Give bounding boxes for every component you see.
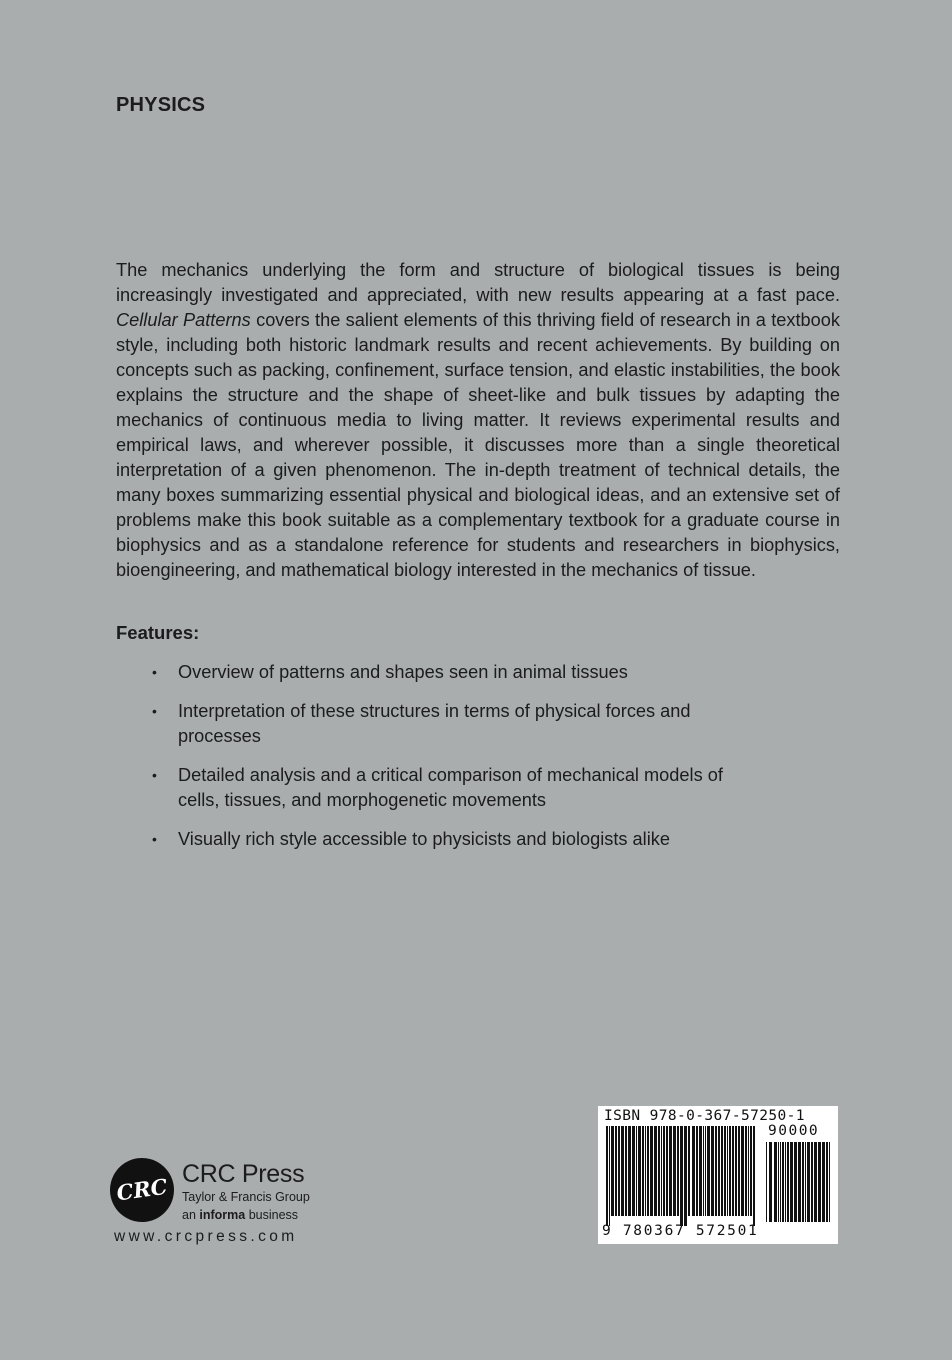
barcode-bar: [647, 1126, 649, 1216]
description-text-2: covers the salient elements of this thriving field of research in a textbook style, including both historic landmark results and recent achievements. By building on concepts such as packing, confinement, surface tension, and elastic instabilities, the book explains the structure and the shape of sheet-like and bulk tissues by adapting the mechanics of continuous media to living matter. It reviews experimental results and empirical laws, and wherever possible, it discusses more than a single theoretical interpretation of a given phenomenon. The in-depth treatment of technical details, the many boxes summarizing essential physical and biological ideas, and an extensive set of problems make this book suitable as a complementary textbook for a graduate course in biophysics and as a standalone reference for students and researchers in biophysics, bioengineering, and mathematical biology interested in the mechanics of tissue.: [116, 310, 840, 580]
barcode-bar: [829, 1142, 830, 1222]
addon-barcode-icon: [766, 1142, 832, 1226]
barcode-bar: [750, 1126, 752, 1216]
feature-item: [152, 763, 743, 813]
ean-barcode-icon: [606, 1126, 760, 1226]
barcode-bar: [673, 1126, 676, 1216]
book-title-italic: Cellular Patterns: [116, 310, 251, 330]
barcode-bar: [807, 1142, 810, 1222]
barcode-bar: [632, 1126, 635, 1216]
publisher-block: [110, 1158, 340, 1248]
barcode-bar: [805, 1142, 806, 1222]
barcode-bar: [780, 1142, 781, 1222]
barcode-bar: [822, 1142, 825, 1222]
barcode-bar: [699, 1126, 702, 1216]
barcode-bar: [606, 1126, 608, 1226]
barcode-bar: [684, 1126, 687, 1226]
isbn-barcode: [598, 1106, 838, 1244]
barcode-bar: [680, 1126, 683, 1226]
barcode-bar: [705, 1126, 706, 1216]
isbn-number: ISBN 978-0-367-57250-1: [604, 1108, 805, 1124]
feature-text: Overview of patterns and shapes seen in animal tissues: [178, 662, 628, 682]
barcode-bar: [826, 1142, 828, 1222]
barcode-bar: [658, 1126, 660, 1216]
barcode-bar: [741, 1126, 744, 1216]
description-text-1: The mechanics underlying the form and structure of biological tissues is being increasingly investigated and appreciated, with new results appearing at a fast pace.: [116, 260, 840, 305]
publisher-name: CRC Press: [182, 1160, 305, 1188]
barcode-bar: [609, 1126, 610, 1226]
barcode-bar: [787, 1142, 789, 1222]
barcode-bar: [663, 1126, 665, 1216]
barcode-bar: [818, 1142, 821, 1222]
barcode-bar: [753, 1126, 755, 1226]
barcode-bar: [650, 1126, 653, 1216]
description-paragraph: [116, 258, 840, 583]
barcode-bar: [661, 1126, 662, 1216]
barcode-bar: [724, 1126, 726, 1216]
barcode-bar: [707, 1126, 710, 1216]
bullet-icon: •: [152, 664, 157, 680]
feature-item: [152, 827, 792, 852]
barcode-bar: [769, 1142, 772, 1222]
barcode-bar: [688, 1126, 690, 1216]
barcode-bar: [611, 1126, 614, 1216]
barcode-bar: [774, 1142, 777, 1222]
publisher-tagline: [182, 1208, 298, 1222]
barcode-bar: [766, 1142, 767, 1222]
barcode-bar: [677, 1126, 679, 1216]
feature-item: [152, 699, 698, 749]
barcode-bar: [778, 1142, 779, 1222]
barcode-bar: [729, 1126, 731, 1216]
features-heading: Features:: [116, 622, 200, 643]
barcode-bar: [718, 1126, 720, 1216]
barcode-bar: [654, 1126, 657, 1216]
publisher-group: Taylor & Francis Group: [182, 1190, 310, 1204]
feature-text: Interpretation of these structures in terms of physical forces and processes: [178, 701, 691, 746]
features-list: [152, 660, 792, 866]
barcode-bar: [625, 1126, 627, 1216]
barcode-bar: [669, 1126, 672, 1216]
bullet-icon: •: [152, 831, 157, 847]
ean-number: 9 780367 572501: [602, 1223, 759, 1239]
barcode-bar: [814, 1142, 817, 1222]
barcode-bar: [721, 1126, 723, 1216]
barcode-bar: [727, 1126, 728, 1216]
barcode-bar: [692, 1126, 695, 1216]
barcode-bar: [732, 1126, 734, 1216]
crc-logo-icon: CRC: [106, 1154, 178, 1226]
bullet-icon: •: [152, 703, 157, 719]
barcode-bar: [628, 1126, 631, 1216]
barcode-bar: [790, 1142, 793, 1222]
feature-text: Detailed analysis and a critical comparison of mechanical models of cells, tissues, and morphogenetic movements: [178, 765, 723, 810]
barcode-bar: [696, 1126, 698, 1216]
barcode-bar: [745, 1126, 747, 1216]
tagline-bold: informa: [199, 1208, 246, 1222]
barcode-bar: [715, 1126, 717, 1216]
tagline-prefix: an: [182, 1208, 200, 1222]
publisher-website: www.crcpress.com: [114, 1228, 298, 1245]
feature-item: [152, 660, 792, 685]
price-addon-number: 90000: [768, 1123, 820, 1139]
barcode-bar: [666, 1126, 668, 1216]
barcode-bar: [638, 1126, 641, 1216]
barcode-bar: [618, 1126, 620, 1216]
barcode-bar: [642, 1126, 644, 1216]
barcode-bar: [636, 1126, 637, 1216]
tagline-suffix: business: [245, 1208, 299, 1222]
barcode-bar: [738, 1126, 740, 1216]
barcode-bar: [711, 1126, 714, 1216]
feature-text: Visually rich style accessible to physicists and biologists alike: [178, 829, 670, 849]
barcode-bar: [802, 1142, 804, 1222]
barcode-bar: [615, 1126, 617, 1216]
barcode-bar: [785, 1142, 786, 1222]
barcode-bar: [703, 1126, 704, 1216]
barcode-bar: [794, 1142, 797, 1222]
barcode-bar: [782, 1142, 784, 1222]
book-description: [116, 258, 840, 583]
barcode-bar: [798, 1142, 801, 1222]
category-label: PHYSICS: [116, 94, 206, 116]
barcode-bar: [748, 1126, 749, 1216]
bullet-icon: •: [152, 767, 157, 783]
barcode-bar: [621, 1126, 624, 1216]
barcode-bar: [811, 1142, 813, 1222]
barcode-bar: [645, 1126, 646, 1216]
barcode-bar: [735, 1126, 737, 1216]
